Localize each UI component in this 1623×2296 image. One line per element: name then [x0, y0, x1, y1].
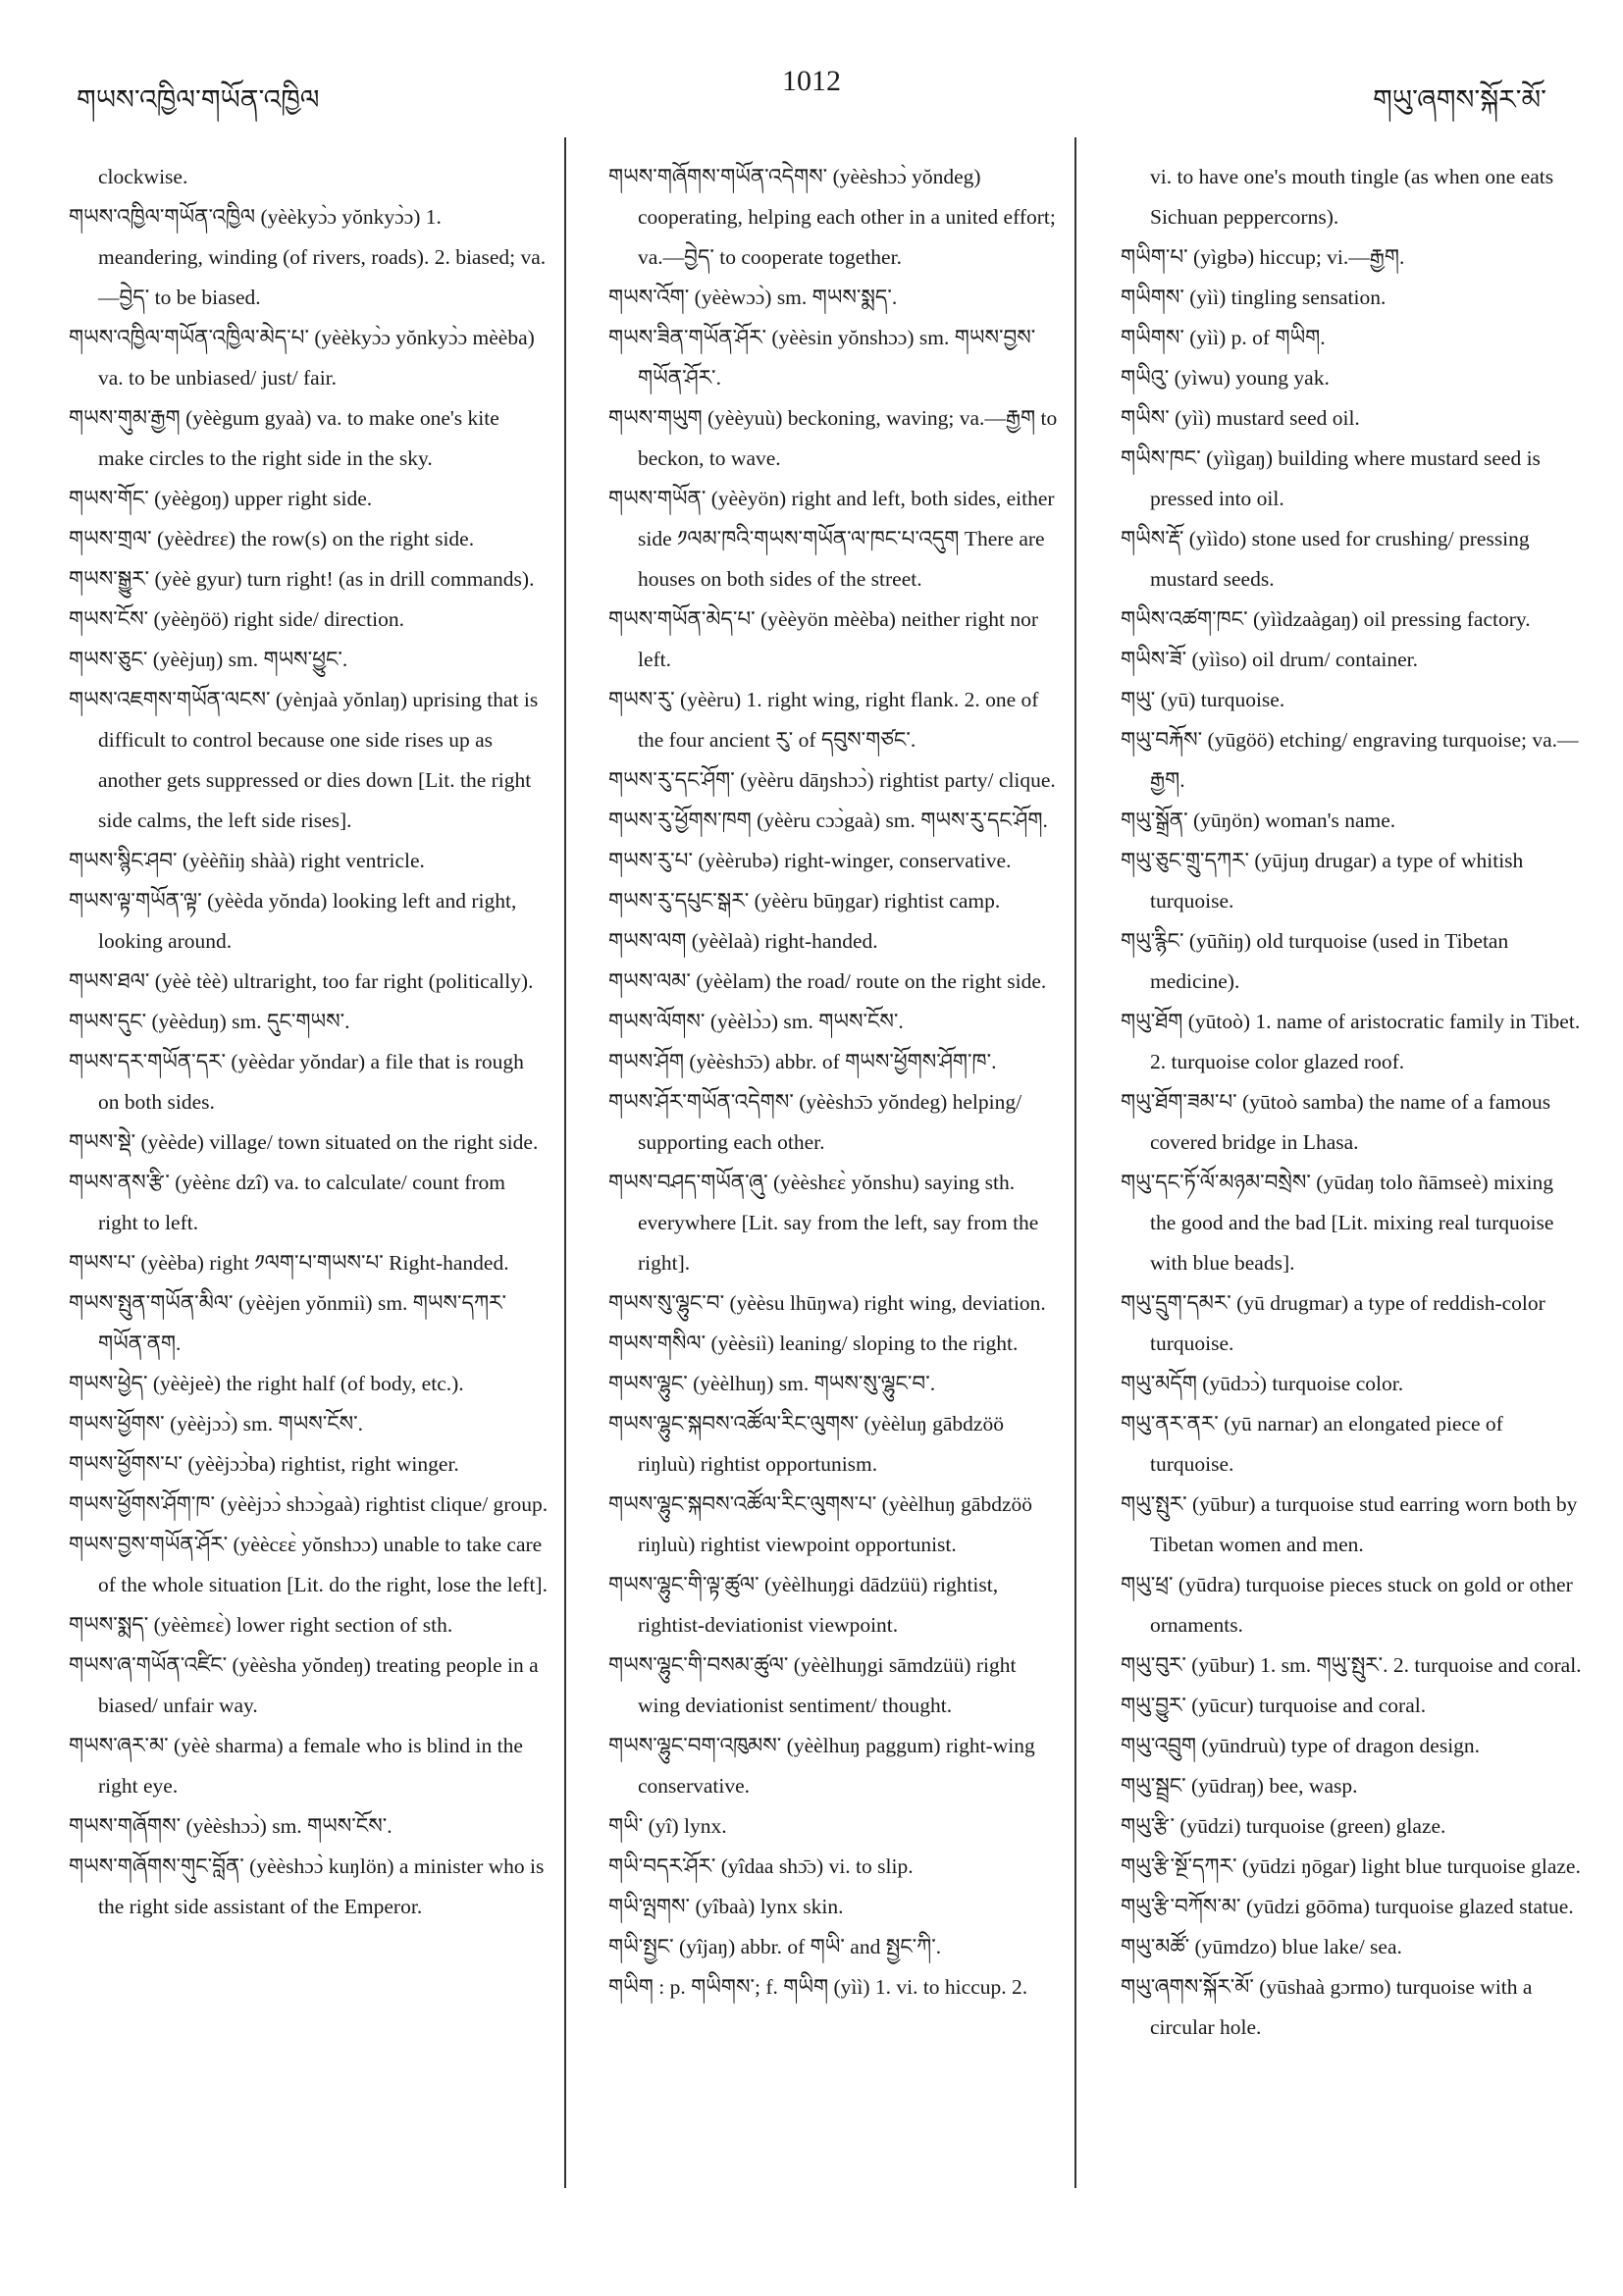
dictionary-entry: གཡིས་ (yìì) mustard seed oil.	[1121, 406, 1360, 430]
dictionary-entry: གཡས་ཕྱོགས་ཤོག་ཁ་ (yèèjɔɔ̀ shɔɔ̀gaà) rightist clique/ group.	[69, 1492, 549, 1516]
dictionary-entry: གཡས་དུང་ (yèèduŋ) sm. དུང་གཡས་.	[69, 1010, 350, 1033]
dictionary-entry: གཡས་སྙིང་ཤབ་ (yèèñiŋ shàà) right ventricle.	[69, 849, 425, 872]
dictionary-entry: གཡས་གཡོན་མེད་པ་ (yèèyön mèèba) neither right nor left.	[608, 607, 1039, 671]
dictionary-entry: གཡས་ལྷུང་གི་ལྟ་ཚུལ་ (yèèlhuŋgi dādzüü) rightist, rightist-deviationist viewpoint.	[608, 1573, 999, 1637]
running-header-right: གཡུ་ཞགས་སྐོར་མོ་	[1373, 85, 1546, 116]
dictionary-entry: གཡས་ལྷུང་གི་བསམ་ཚུལ་ (yèèlhuŋgi sāmdzüü) right wing deviationist sentiment/ thought.	[608, 1653, 1017, 1717]
dictionary-entry: གཡིགས་ (yìì) p. of གཡིག.	[1121, 326, 1326, 349]
dictionary-entry: གཡིའུ་ (yìwu) young yak.	[1121, 366, 1330, 390]
dictionary-entry: གཡས་རུ་པ་ (yèèrubə) right-winger, conservative.	[608, 849, 1012, 872]
column-divider-2	[1074, 137, 1076, 2188]
dictionary-entry: གཡས་ཞར་མ་ (yèè sharma) a female who is blind in the right eye.	[69, 1734, 523, 1798]
dictionary-entry: གཡས་སྨད་ (yèèmɛɛ̀) lower right section of sth.	[69, 1613, 453, 1637]
dictionary-entry: གཡུ་སྤུར་ (yūbur) a turquoise stud earring worn both by Tibetan women and men.	[1121, 1492, 1578, 1556]
dictionary-entry: གཡས་གཡོན་ (yèèyön) right and left, both sides, either side ༡ལམ་ཁའི་གཡས་གཡོན་ལ་ཁང་པ་འདུག There are houses on both sides of the street.	[608, 487, 1055, 591]
dictionary-entry: གཡིས་འཚག་ཁང་ (yììdzaàgaŋ) oil pressing factory.	[1121, 607, 1531, 631]
dictionary-entry: གཡས་ནས་རྩི་ (yèènɛ dzî) va. to calculate/ count from right to left.	[69, 1171, 506, 1234]
dictionary-entry: གཡུ་ཐོག (yūtoò) 1. name of aristocratic family in Tibet. 2. turquoise color glazed roof.	[1121, 1010, 1581, 1073]
dictionary-entry: གཡུ་དྲུག་དམར་ (yū drugmar) a type of reddish-color turquoise.	[1121, 1291, 1545, 1355]
dictionary-entry: གཡི་བདར་ཤོར་ (yîdaa shɔ̄ɔ) vi. to slip.	[608, 1854, 914, 1878]
dictionary-entry: གཡས་འོག་ (yèèwɔɔ̀) sm. གཡས་སྨད་.	[608, 286, 898, 309]
dictionary-entry: གཡས་ཕྱོགས་པ་ (yèèjɔɔ̀ba) rightist, right winger.	[69, 1452, 459, 1476]
dictionary-entry: གཡུ་རྩི་ (yūdzi) turquoise (green) glaze.	[1121, 1814, 1446, 1838]
column-divider-1	[564, 137, 566, 2188]
dictionary-entry: གཡས་སྡེ་ (yèède) village/ town situated on the right side.	[69, 1130, 539, 1154]
dictionary-entry: གཡས་སྒྱུར་ (yèè gyur) turn right! (as in drill commands).	[69, 567, 535, 591]
dictionary-entry: གཡུ་ཞགས་སྐོར་མོ་ (yūshaà gɔrmo) turquoise with a circular hole.	[1121, 1975, 1533, 2039]
continuation-line: clockwise.	[98, 165, 188, 188]
dictionary-entry: གཡས་ཤོར་གཡོན་འདེགས་ (yèèshɔ̄ɔ yŏndeg) helping/ supporting each other.	[608, 1090, 1022, 1154]
dictionary-entry: གཡས་སུ་ལྷུང་བ་ (yèèsu lhūŋwa) right wing, deviation.	[608, 1291, 1046, 1315]
dictionary-entry: གཡས་ལྷུང་ (yèèlhuŋ) sm. གཡས་སུ་ལྷུང་བ་.	[608, 1372, 936, 1395]
dictionary-column-2	[579, 157, 1060, 2008]
dictionary-entry: གཡས་གྲལ་ (yèèdrɛɛ) the row(s) on the right side.	[69, 527, 475, 550]
dictionary-entry: གཡས་འཇགས་གཡོན་ལངས་ (yènjaà yŏnlaŋ) uprising that is difficult to control because one side rises up as another gets suppressed or dies down [Lit. the right side calms, the left side rises].	[69, 688, 539, 832]
dictionary-entry: གཡས་ལྷུང་བག་འཁུམས་ (yèèlhuŋ paggum) right-wing conservative.	[608, 1734, 1035, 1798]
dictionary-entry: གཡས་རུ་ (yèèru) 1. right wing, right flank. 2. one of the four ancient རུ་ of དབུས་གཙང་.	[608, 688, 1039, 752]
dictionary-entry: གཡུ་རྙིང་ (yūñiŋ) old turquoise (used in Tibetan medicine).	[1121, 929, 1509, 993]
dictionary-entry: གཡིགས་ (yìì) tingling sensation.	[1121, 286, 1387, 309]
dictionary-entry: གཡས་ཤོག (yèèshɔ̄ɔ) abbr. of གཡས་ཕྱོགས་ཤོག་ཁ་.	[608, 1050, 997, 1073]
dictionary-entry: གཡས་བྱས་གཡོན་ཤོར་ (yèècɛɛ̀ yŏnshɔɔ) unable to take care of the whole situation [Lit. do the right, lose the left].	[69, 1533, 548, 1596]
dictionary-entry: གཡས་བཤད་གཡོན་ཞུ་ (yèèshɛɛ̀ yŏnshu) saying sth. everywhere [Lit. say from the left, say from the right].	[608, 1171, 1039, 1275]
dictionary-entry: གཡིག་པ་ (yìgbə) hiccup; vi.—རྒྱག.	[1121, 245, 1405, 269]
dictionary-entry: གཡུ་ཅུང་གྲུ་དཀར་ (yūjuŋ drugar) a type of whitish turquoise.	[1121, 849, 1524, 913]
dictionary-entry: གཡས་ཕྱོགས་ (yèèjɔɔ̀) sm. གཡས་ངོས་.	[69, 1412, 364, 1435]
dictionary-entry: གཡིས་ཟོ་ (yììso) oil drum/ container.	[1121, 648, 1419, 671]
dictionary-entry: གཡུ་བུར་ (yūbur) 1. sm. གཡུ་སྤུར་. 2. turquoise and coral.	[1121, 1653, 1582, 1677]
dictionary-entry: གཡས་ལོགས་ (yèèlɔ̀ɔ) sm. གཡས་ངོས་.	[608, 1010, 904, 1033]
dictionary-entry: གཡུ་རྩི་བཀོས་མ་ (yūdzi gōōma) turquoise glazed statue.	[1121, 1895, 1574, 1918]
dictionary-entry: གཡས་གོང་ (yèègoŋ) upper right side.	[69, 487, 373, 510]
dictionary-entry: གཡུ་སྒྲོན་ (yūŋön) woman's name.	[1121, 809, 1396, 832]
dictionary-entry: གཡི་ལྤགས་ (yîbaà) lynx skin.	[608, 1895, 844, 1918]
dictionary-entry: གཡུ་མཚོ་ (yūmdzo) blue lake/ sea.	[1121, 1935, 1402, 1958]
page-number: 1012	[782, 65, 841, 97]
dictionary-entry: གཡུ་འབྲུག (yūndruù) type of dragon design.	[1121, 1734, 1481, 1757]
dictionary-entry: གཡིས་རྡོ་ (yììdo) stone used for crushing/ pressing mustard seeds.	[1121, 527, 1530, 591]
dictionary-entry: གཡས་རུ་ཕྱོགས་ཁག (yèèru cɔɔ̀gaà) sm. གཡས་རུ་དང་ཤོག.	[608, 809, 1048, 832]
dictionary-entry: གཡས་ལྷུང་སྐབས་འཚོལ་རིང་ལུགས་ (yèèluŋ gābdzöö riŋluù) rightist opportunism.	[608, 1412, 1004, 1476]
continuation-line: vi. to have one's mouth tingle (as when one eats Sichuan peppercorns).	[1150, 165, 1554, 229]
dictionary-entry: གཡས་གསིལ་ (yèèsiì) leaning/ sloping to the right.	[608, 1331, 1019, 1355]
dictionary-entry: གཡས་ལྷུང་སྐབས་འཚོལ་རིང་ལུགས་པ་ (yèèlhuŋ gābdzöö riŋluù) rightist viewpoint opportunist.	[608, 1492, 1032, 1556]
dictionary-entry: གཡུ་བརྐོས་ (yūgöö) etching/ engraving turquoise; va.—རྒྱག.	[1121, 728, 1579, 792]
dictionary-entry: གཡས་ལག (yèèlaà) right-handed.	[608, 929, 878, 953]
dictionary-column-1	[39, 157, 550, 1927]
dictionary-entry: གཡས་ངོས་ (yèèŋöö) right side/ direction.	[69, 607, 404, 631]
dictionary-entry: གཡས་འཁྱིལ་གཡོན་འཁྱིལ་མེད་པ་ (yèèkyɔ̀ɔ yŏnkyɔ̀ɔ mèèba) va. to be unbiased/ just/ fair.	[69, 326, 535, 390]
dictionary-entry: གཡུ་བྱུར་ (yūcur) turquoise and coral.	[1121, 1694, 1427, 1717]
dictionary-entry: གཡུ་དང་ཏོ་ལོ་མཉམ་བསྲེས་ (yūdaŋ tolo ñāmseè) mixing the good and the bad [Lit. mixing real turquoise with blue beads].	[1121, 1171, 1554, 1275]
dictionary-entry: གཡུ་སྦྲང་ (yūdraŋ) bee, wasp.	[1121, 1774, 1358, 1798]
dictionary-entry: གཡས་གཞོགས་གུང་བློན་ (yèèshɔɔ̀ kuŋlön) a minister who is the right side assistant of the Emperor.	[69, 1854, 545, 1918]
dictionary-entry: གཡས་ཟིན་གཡོན་ཤོར་ (yèèsin yŏnshɔɔ) sm. གཡས་བྱས་གཡོན་ཤོར་.	[608, 326, 1036, 390]
dictionary-entry: གཡས་ཅུང་ (yèèjuŋ) sm. གཡས་ཕྱུང་.	[69, 648, 348, 671]
dictionary-entry: གཡུ་ (yū) turquoise.	[1121, 688, 1285, 711]
dictionary-entry: གཡས་གཡུག (yèèyuù) beckoning, waving; va.—རྒྱག to beckon, to wave.	[608, 406, 1058, 470]
dictionary-entry: གཡས་པ་ (yèèba) right ༡ལག་པ་གཡས་པ་ Right-handed.	[69, 1251, 509, 1275]
dictionary-entry: གཡས་ལྟ་གཡོན་ལྟ་ (yèèda yŏnda) looking left and right, looking around.	[69, 889, 517, 953]
dictionary-entry: གཡས་ཞ་གཡོན་འཛིང་ (yèèsha yŏndeŋ) treating people in a biased/ unfair way.	[69, 1653, 539, 1717]
dictionary-entry: གཡས་ཐལ་ (yèè tèè) ultraright, too far right (politically).	[69, 969, 534, 993]
dictionary-entry: གཡུ་ཐོག་ཟམ་པ་ (yūtoò samba) the name of a famous covered bridge in Lhasa.	[1121, 1090, 1551, 1154]
dictionary-entry: གཡི་ (yî) lynx.	[608, 1814, 727, 1838]
dictionary-entry: གཡིས་ཁང་ (yììgaŋ) building where mustard seed is pressed into oil.	[1121, 446, 1541, 510]
dictionary-column-3	[1091, 157, 1582, 2048]
dictionary-entry: གཡུ་མདོག (yūdɔɔ̀) turquoise color.	[1121, 1372, 1404, 1395]
dictionary-entry: གཡས་རུ་དང་ཤོག་ (yèèru dāŋshɔɔ̀) rightist party/ clique.	[608, 768, 1056, 792]
running-header-left: གཡས་འཁྱིལ་གཡོན་འཁྱིལ	[77, 85, 320, 116]
dictionary-entry: གཡས་ཕྱེད་ (yèèjeè) the right half (of body, etc.).	[69, 1372, 464, 1395]
dictionary-entry: གཡས་རུ་དཔུང་སྒར་ (yèèru būŋgar) rightist camp.	[608, 889, 1001, 913]
dictionary-entry: གཡས་གཞོགས་ (yèèshɔɔ̀) sm. གཡས་ངོས་.	[69, 1814, 393, 1838]
dictionary-entry: གཡས་ལམ་ (yèèlam) the road/ route on the right side.	[608, 969, 1047, 993]
dictionary-entry: གཡུ་ཕྲ་ (yūdra) turquoise pieces stuck on gold or other ornaments.	[1121, 1573, 1573, 1637]
dictionary-entry: གཡུ་ནར་ནར་ (yū narnar) an elongated piece of turquoise.	[1121, 1412, 1503, 1476]
dictionary-entry: གཡུ་རྩི་སྔོ་དཀར་ (yūdzi ŋōgar) light blue turquoise glaze.	[1121, 1854, 1581, 1878]
dictionary-entry: གཡིག : p. གཡིགས་; f. གཡིག (yìì) 1. vi. to hiccup. 2.	[608, 1975, 1028, 1999]
dictionary-entry: གཡས་འཁྱིལ་གཡོན་འཁྱིལ (yèèkyɔ̀ɔ yŏnkyɔ̀ɔ) 1. meandering, winding (of rivers, roads). 2. biased; va.—བྱེད་ to be biased.	[69, 205, 547, 309]
dictionary-entry: གཡི་སྤྱང་ (yîjaŋ) abbr. of གཡི་ and སྤྱང་ཀི་.	[608, 1935, 942, 1958]
dictionary-entry: གཡས་གཞོགས་གཡོན་འདེགས་ (yèèshɔɔ̀ yŏndeg) cooperating, helping each other in a united effort; va.—བྱེད་ to cooperate together.	[608, 165, 1056, 269]
dictionary-entry: གཡས་སྤུན་གཡོན་མིལ་ (yèèjen yŏnmiì) sm. གཡས་དཀར་གཡོན་ནག.	[69, 1291, 507, 1355]
dictionary-entry: གཡས་གུམ་རྒྱག (yèègum gyaà) va. to make one's kite make circles to the right side in the sky.	[69, 406, 499, 470]
dictionary-entry: གཡས་དར་གཡོན་དར་ (yèèdar yŏndar) a file that is rough on both sides.	[69, 1050, 524, 1114]
